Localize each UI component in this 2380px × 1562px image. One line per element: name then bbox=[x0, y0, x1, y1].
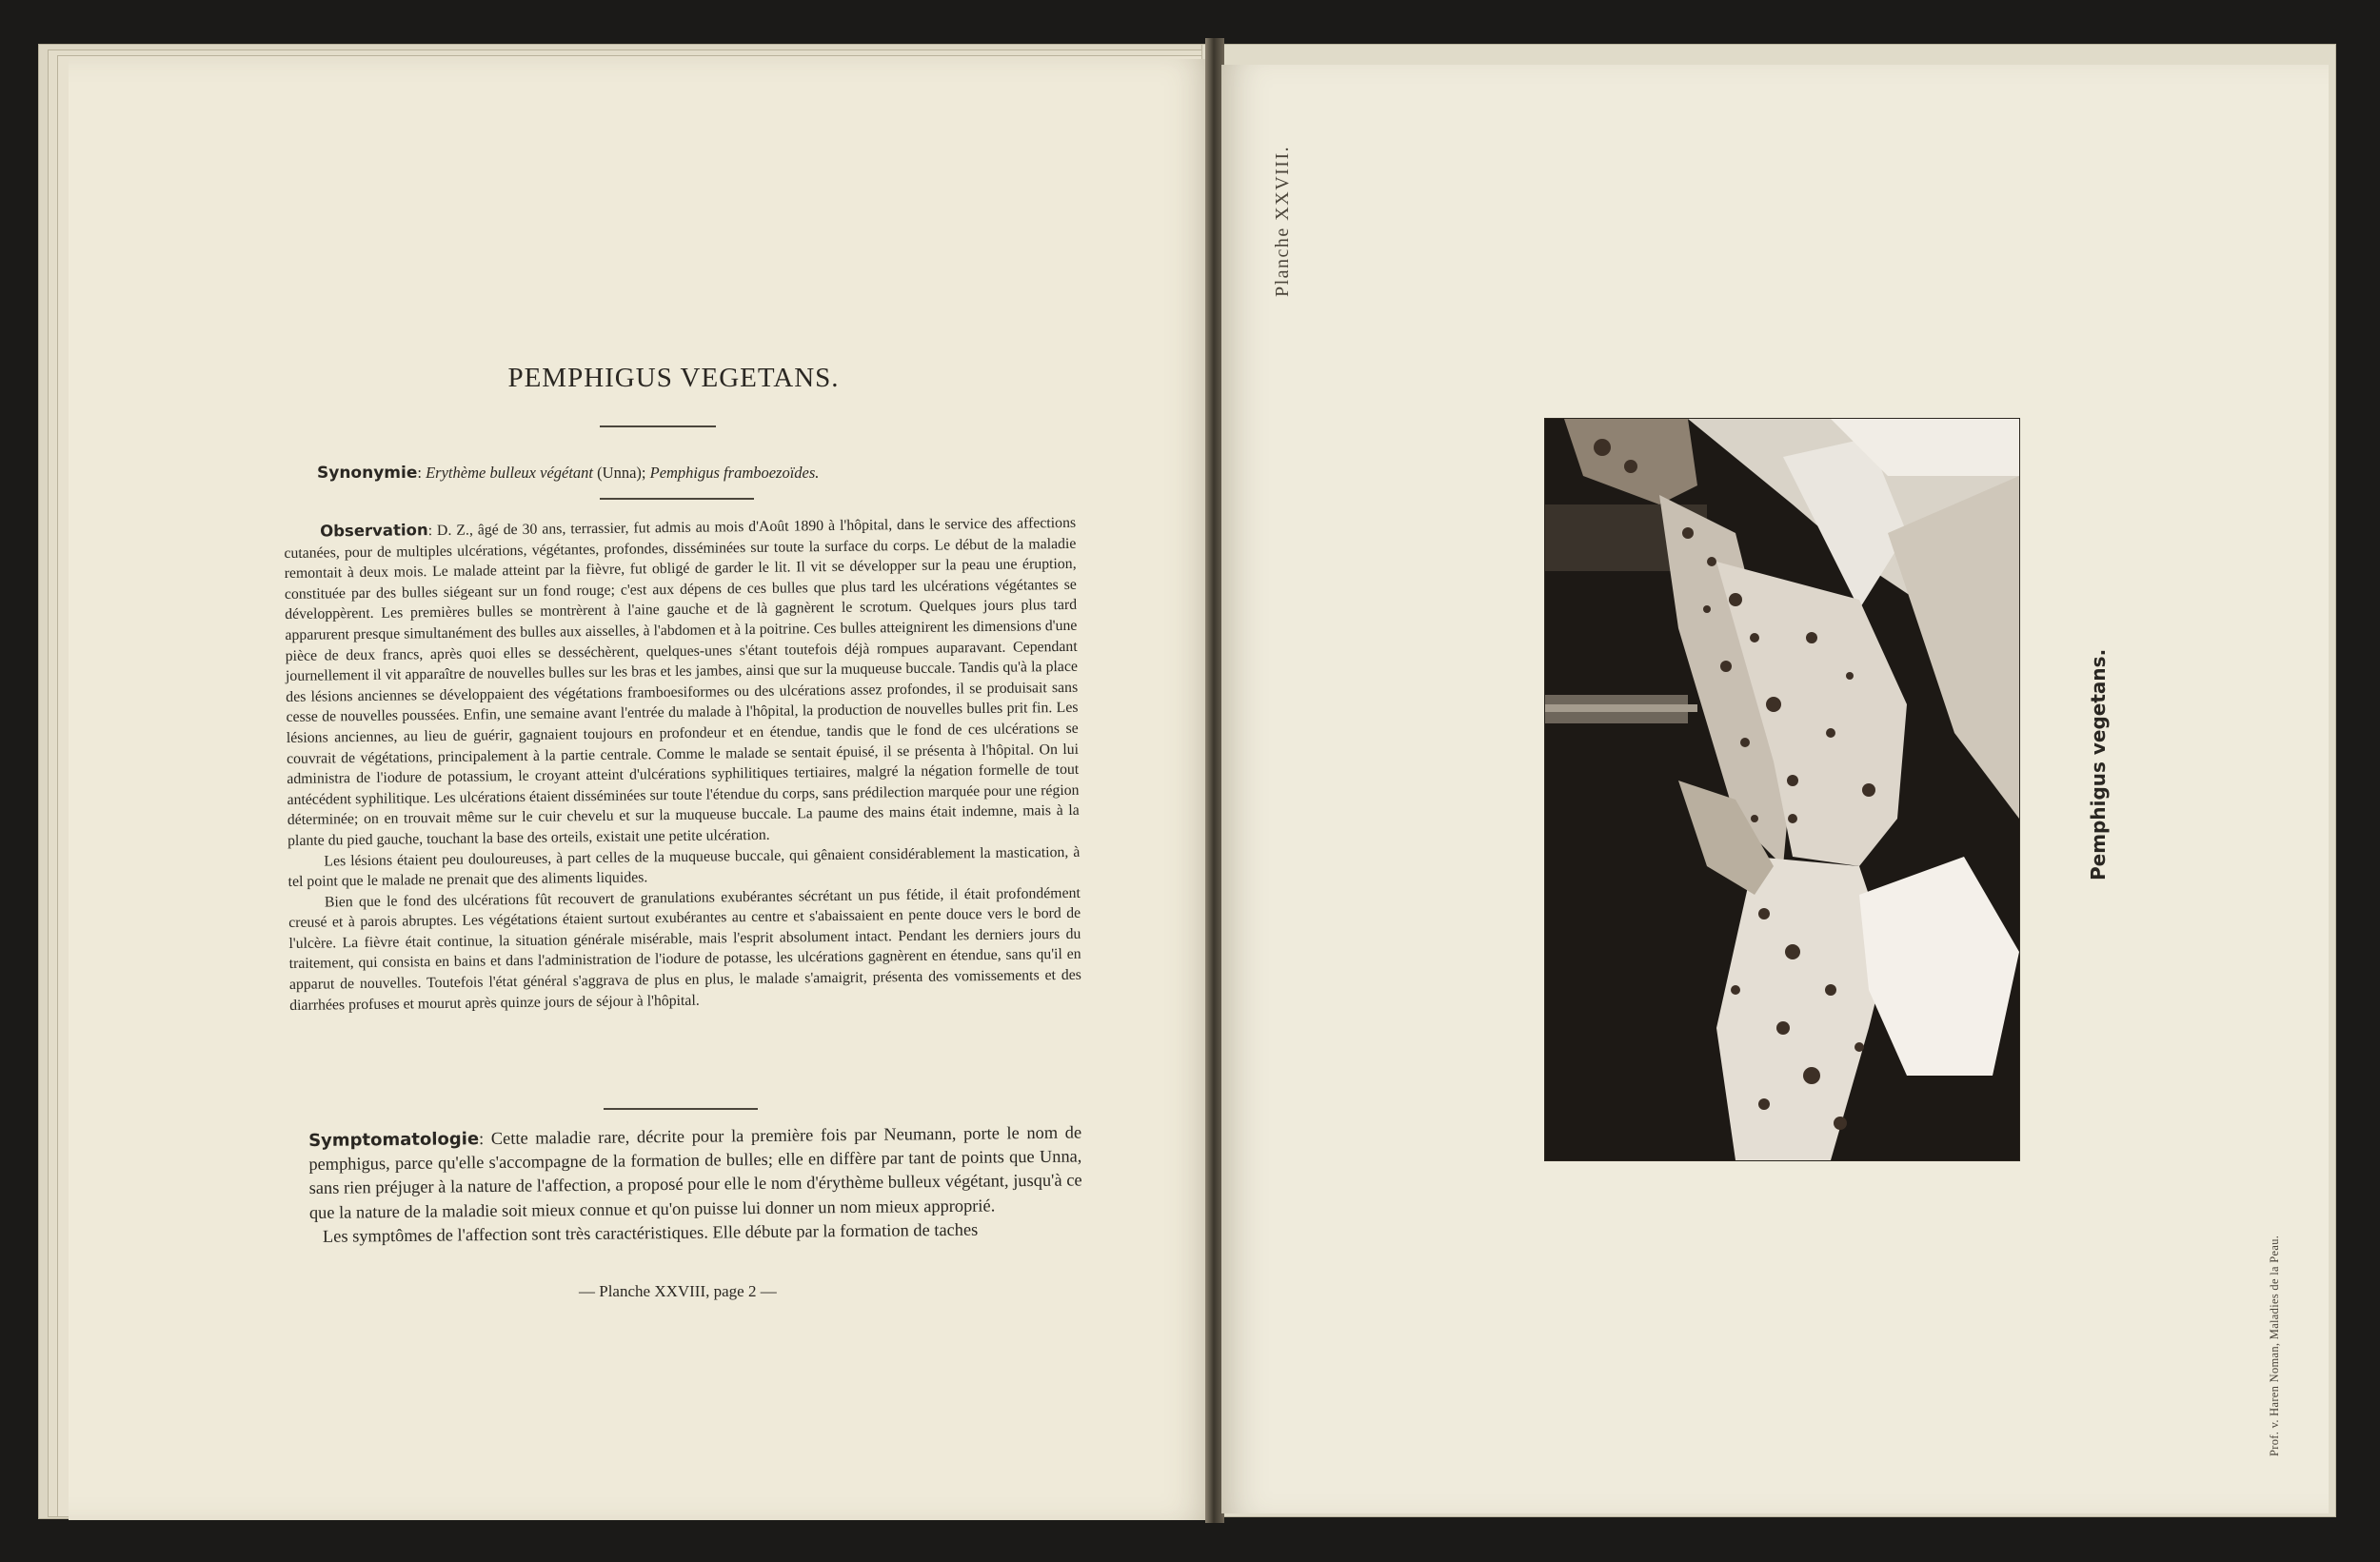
symptomatology-section bbox=[308, 1120, 1082, 1249]
synonymy-sep: : bbox=[417, 464, 426, 482]
symptomatology-text: : Cette maladie rare, décrite pour la première fois par Neumann, porte le nom de pemphigus, parce qu'elle s'accompagne de la formation de bulles; elle en diffère par tant de points que Unna, sans rien préjuger à la nature de l'affection, a proposé pour elle le nom d'érythème bulleux végétant, jusqu'à ce que la nature de la maladie soit mieux connue et qu'on puisse lui donner un nom mieux approprié. bbox=[308, 1122, 1082, 1222]
observation-label: Observation bbox=[320, 521, 428, 541]
page-title: PEMPHIGUS VEGETANS. bbox=[507, 363, 840, 393]
synonym-2: Pemphigus framboezoïdes. bbox=[649, 464, 820, 482]
page-footer: — Planche XXVIII, page 2 — bbox=[579, 1282, 777, 1300]
observation-paragraph bbox=[284, 512, 1080, 852]
plate-caption: Pemphigus vegetans. bbox=[2087, 648, 2110, 880]
synonymy-label: Synonymie bbox=[317, 464, 418, 483]
observation-paragraph: Bien que le fond des ulcérations fût recouvert de granulations exubérantes sécrétant un pus fétide, il était profondément creusé et à parois abruptes. Les végétations étaient surtout exubérantes au centre et s'abaissaient en pente douce vers le bord de l'ulcère. La fièvre était continue, la situation générale misérable, mais l'esprit absolument intact. Pendant les derniers jours du traitement, qui consista en bains et dans l'administration de l'iodure de potasse, les ulcérations gagnèrent en étendue, sans qu'il en apparut de nouvelles. Toutefois l'état général s'aggrava de plus en plus, le malade s'amaigrit, présenta des vomissements et des diarrhées profuses et mourut après quinze jours de séjour à l'hôpital. bbox=[288, 884, 1081, 1014]
photograph-illustration bbox=[1545, 419, 2019, 1160]
divider bbox=[600, 425, 716, 427]
synonym-attribution: (Unna); bbox=[593, 464, 650, 482]
symptomatology-text-2: Les symptômes de l'affection sont très caractéristiques. Elle débute par la formation de taches bbox=[322, 1219, 979, 1246]
symptomatology-paragraph bbox=[308, 1120, 1082, 1224]
plate-number: Planche XXVIII. bbox=[1272, 145, 1293, 297]
publication-credit: Prof. v. Haren Noman, Maladies de la Peau. bbox=[2268, 1235, 2281, 1456]
synonym-1: Erythème bulleux végétant bbox=[426, 464, 594, 482]
clinical-photograph bbox=[1544, 418, 2020, 1161]
observation-text: : D. Z., âgé de 30 ans, terrassier, fut admis au mois d'Août 1890 à l'hôpital, dans le service des affections cutanées, pour de multiples ulcérations, végétantes, profondes, disséminées sur toute la surface du corps. Le début de la maladie remontait à deux mois. Le malade atteint par la fièvre, fut obligé de garder le lit. Il vit se développer sur la peau une éruption, constituée par des bulles siégeant sur un fond rouge; c'est aux dépens de ces bulles que plus tard les ulcérations végétantes se développèrent. Les premières bulles se montrèrent à l'aine gauche et de là gagnèrent le scrotum. Quelques jours plus tard apparurent presque simultanément des bulles aux aisselles, à l'abdomen et à la poitrine. Ces bulles atteignirent les dimensions d'une pièce de deux francs, après quoi elles se desséchèrent, quelques-unes s'étant toutefois déjà rompues auparavant. Cependant journellement il vit apparaître de nouvelles bulles sur les bras et les jambes, ainsi que sur la muqueuse buccale. Tandis qu'à la place des lésions anciennes se développaient des végétations framboesiformes ou des ulcérations assez profondes, il se produisait sans cesse de nouvelles poussées. Enfin, une semaine avant l'entrée du malade à l'hôpital, la production de nouvelles bulles prit fin. Les lésions anciennes, au lieu de guérir, gagnaient toujours en profondeur et en étendue, tandis que le fond de ces ulcérations se couvrait de végétations, principalement à la partie centrale. Comme le malade se sentait épuisé, il se présenta à l'hôpital. On lui administra de l'iodure de potassium, le croyant atteint d'ulcérations syphilitiques tertiaires, malgré la négation formelle de tout antécédent syphilitique. Les ulcérations étaient disséminées sur toute l'étendue du corps, sans prédilection marquée pour une région déterminée; on en trouvait même sur le cuir chevelu et sur la muqueuse buccale. La paume des mains était indemne, mais à la plante du pied gauche, touchant la base des orteils, existait une petite ulcération. bbox=[284, 514, 1080, 849]
symptomatology-label: Symptomatologie bbox=[308, 1129, 480, 1151]
observation-paragraph: Les lésions étaient peu douloureuses, à part celles de la muqueuse buccale, qui gênaient considérablement la mastication, à tel point que le malade ne prenait que des aliments liquides. bbox=[288, 843, 1081, 891]
divider bbox=[600, 498, 754, 500]
divider bbox=[604, 1108, 758, 1110]
observation-section bbox=[284, 512, 1081, 1016]
synonymy-line bbox=[317, 464, 819, 483]
